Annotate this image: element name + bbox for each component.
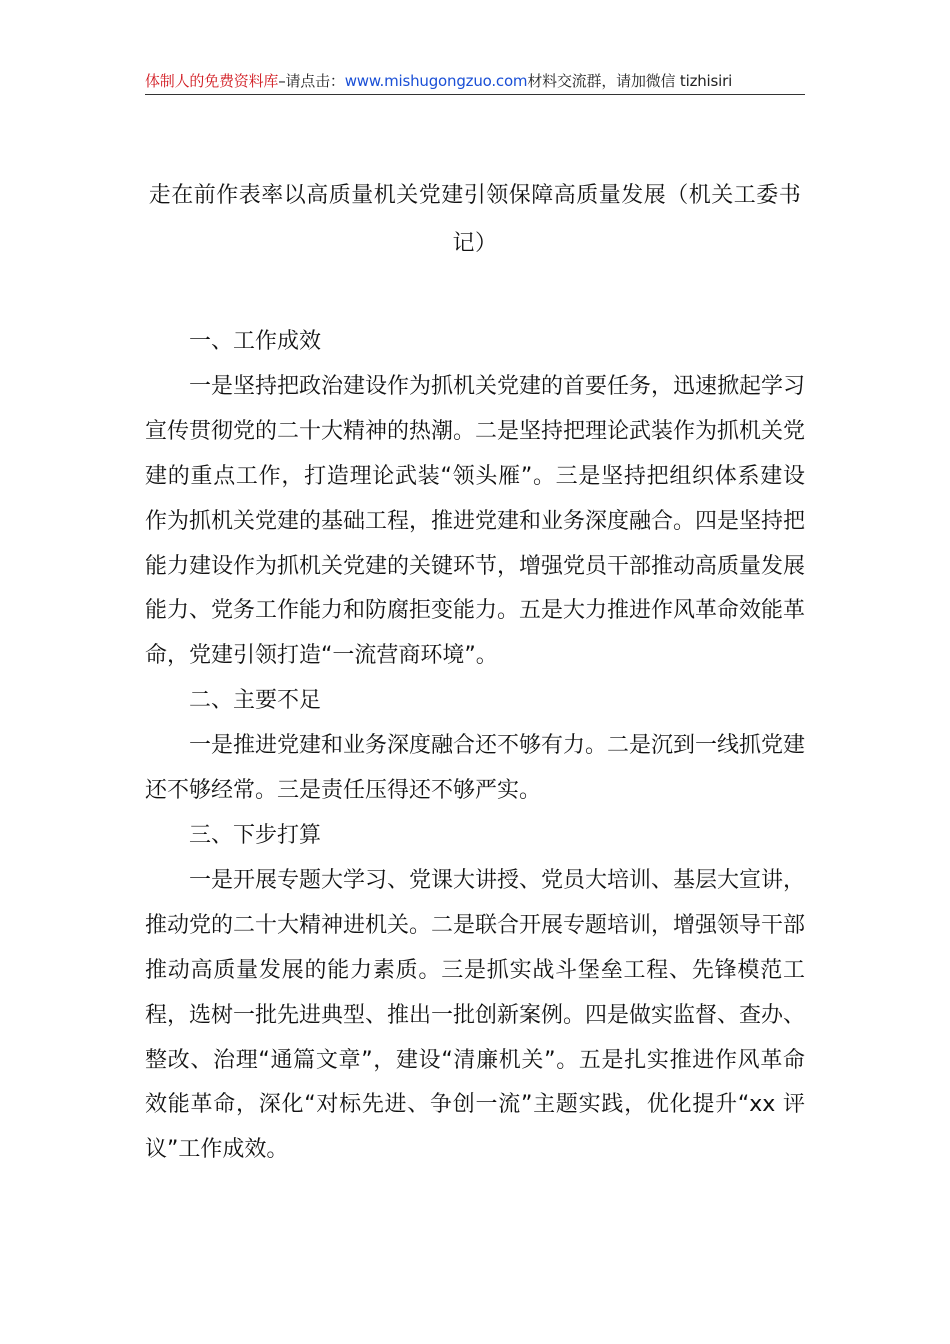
brand-text: 体制人的免费资料库 xyxy=(145,72,279,90)
document-body xyxy=(145,320,805,1173)
header-banner xyxy=(145,68,805,94)
contact-text: 材料交流群，请加微信 tizhisiri xyxy=(527,72,733,90)
section-heading: 三、下步打算 xyxy=(189,822,322,848)
section-paragraph: 一是推进党建和业务深度融合还不够有力。二是沉到一线抓党建还不够经常。三是责任压得还不够严实。 xyxy=(145,733,806,804)
section-heading: 二、主要不足 xyxy=(189,688,322,714)
website-link[interactable]: www.mishugongzuo.com xyxy=(344,72,528,90)
section-heading: 一、工作成效 xyxy=(189,329,322,354)
section-paragraph: 一是开展专题大学习、党课大讲授、党员大培训、基层大宣讲，推动党的二十大精神进机关。二是联合开展专题培训，增强领导干部推动高质量发展的能力素质。三是抓实战斗堡垒工程、先锋模范工程，选树一批先进典型、推出一批创新案例。四是做实监督、查办、整改、治理“通篇文章”，建设“清廉机关”。五是扎实推进作风革命效能革命，深化“对标先进、争创一流”主题实践，优化提升“xx 评议”工作成效。 xyxy=(145,867,806,1163)
section-paragraph: 一是坚持把政治建设作为抓机关党建的首要任务，迅速掀起学习宣传贯彻党的二十大精神的热潮。二是坚持把理论武装作为抓机关党建的重点工作，打造理论武装“领头雁”。三是坚持把组织体系建设作为抓机关党建的基础工程，推进党建和业务深度融合。四是坚持把能力建设作为抓机关党建的关键环节，增强党员干部推动高质量发展能力、党务工作能力和防腐拒变能力。五是大力推进作风革命效能革命，党建引领打造“一流营商环境”。 xyxy=(145,373,806,669)
document-title: 走在前作表率以高质量机关党建引领保障高质量发展（机关工委书记） xyxy=(148,183,802,256)
prompt-text: –请点击： xyxy=(278,72,345,90)
header-divider xyxy=(145,94,805,95)
